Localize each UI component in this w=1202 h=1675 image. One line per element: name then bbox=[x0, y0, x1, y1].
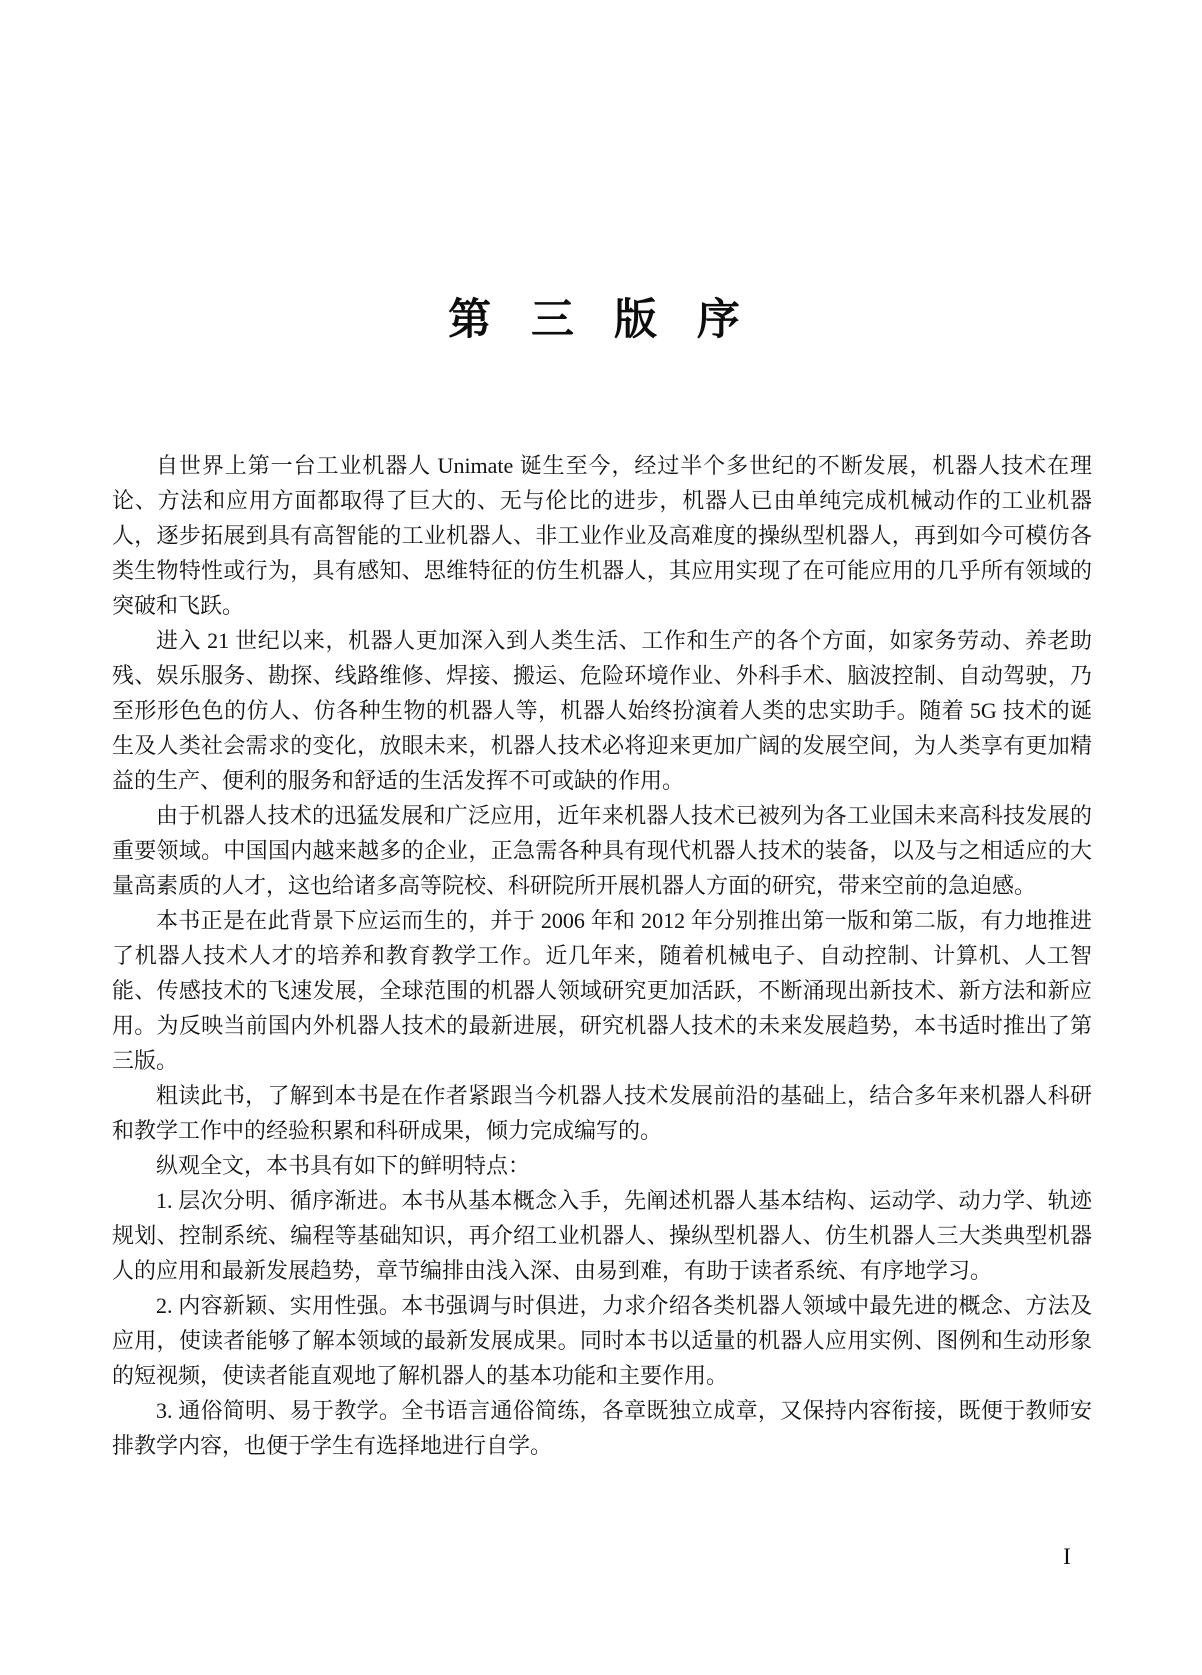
page-number: I bbox=[1063, 1544, 1071, 1569]
paragraph-features-intro: 纵观全文，本书具有如下的鲜明特点： bbox=[156, 1153, 531, 1178]
paragraph-21st-century: 进入 21 世纪以来，机器人更加深入到人类生活、工作和生产的各个方面，如家务劳动、养老助残、娱乐服务、勘探、线路维修、焊接、搬运、危险环境作业、外科手术、脑波控制、自动驾驶，乃至形形色色的仿人、仿各种生物的机器人等，机器人始终扮演着人类的忠实助手。随着 5G 技术的诞生及人类社会需求的变化，放眼未来，机器人技术必将迎来更加广阔的发展空间，为人类享有更加精益的生产、便利的服务和舒适的生活发挥不可或缺的作用。 bbox=[112, 628, 1092, 793]
paragraph-feature-3: 3. 通俗简明、易于教学。全书语言通俗简练，各章既独立成章，又保持内容衔接，既便于教师安排教学内容，也便于学生有选择地进行自学。 bbox=[112, 1398, 1092, 1458]
paragraph-feature-2: 2. 内容新颖、实用性强。本书强调与时俱进，力求介绍各类机器人领域中最先进的概念、方法及应用，使读者能够了解本领域的最新发展成果。同时本书以适量的机器人应用实例、图例和生动形象的短视频，使读者能直观地了解机器人的基本功能和主要作用。 bbox=[112, 1293, 1092, 1388]
paragraph-feature-1: 1. 层次分明、循序渐进。本书从基本概念入手，先阐述机器人基本结构、运动学、动力学、轨迹规划、控制系统、编程等基础知识，再介绍工业机器人、操纵型机器人、仿生机器人三大类典型机器人的应用和最新发展趋势，章节编排由浅入深、由易到难，有助于读者系统、有序地学习。 bbox=[112, 1188, 1092, 1283]
paragraph-industry-demand: 由于机器人技术的迅猛发展和广泛应用，近年来机器人技术已被列为各工业国未来高科技发展的重要领域。中国国内越来越多的企业，正急需各种具有现代机器人技术的装备，以及与之相适应的大量高素质的人才，这也给诸多高等院校、科研院所开展机器人方面的研究，带来空前的急迫感。 bbox=[112, 803, 1092, 898]
paragraph-author-background: 粗读此书，了解到本书是在作者紧跟当今机器人技术发展前沿的基础上，结合多年来机器人科研和教学工作中的经验积累和科研成果，倾力完成编写的。 bbox=[112, 1083, 1092, 1143]
page-title: 第 三 版 序 bbox=[448, 296, 754, 344]
preface-body bbox=[112, 448, 1092, 1463]
paragraph-book-editions: 本书正是在此背景下应运而生的，并于 2006 年和 2012 年分别推出第一版和第二版，有力地推进了机器人技术人才的培养和教育教学工作。近几年来，随着机械电子、自动控制、计算机、人工智能、传感技术的飞速发展，全球范围的机器人领域研究更加活跃，不断涌现出新技术、新方法和新应用。为反映当前国内外机器人技术的最新进展，研究机器人技术的未来发展趋势，本书适时推出了第三版。 bbox=[112, 908, 1092, 1073]
paragraph-intro-history: 自世界上第一台工业机器人 Unimate 诞生至今，经过半个多世纪的不断发展，机器人技术在理论、方法和应用方面都取得了巨大的、无与伦比的进步，机器人已由单纯完成机械动作的工业机器人，逐步拓展到具有高智能的工业机器人、非工业作业及高难度的操纵型机器人，再到如今可模仿各类生物特性或行为，具有感知、思维特征的仿生机器人，其应用实现了在可能应用的几乎所有领域的突破和飞跃。 bbox=[112, 453, 1092, 618]
